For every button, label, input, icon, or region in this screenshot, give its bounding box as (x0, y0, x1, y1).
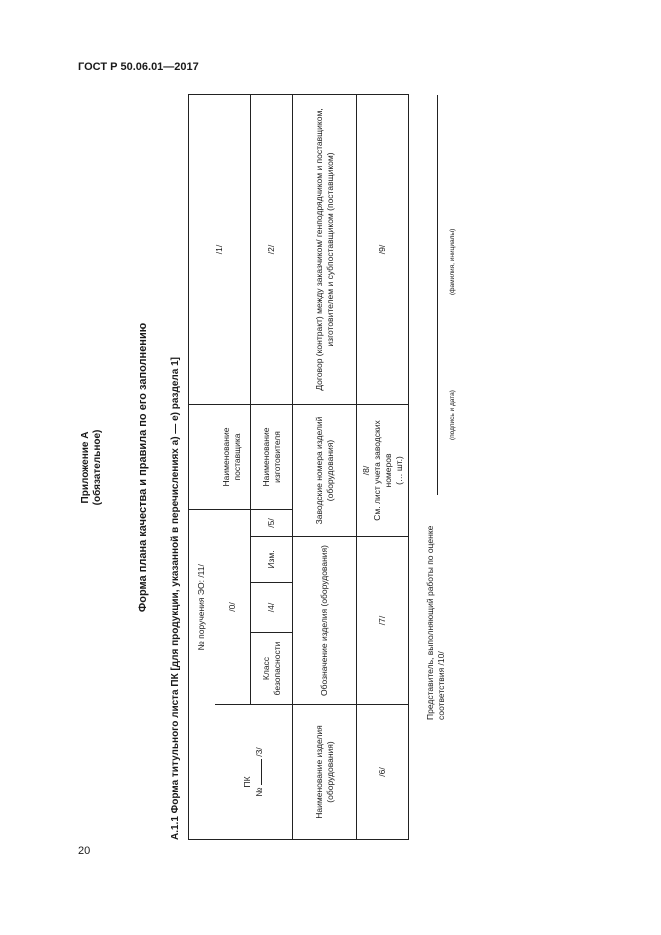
code-9-cell: /9/ (357, 95, 409, 405)
safety-class-cell: Класс безопасности (251, 633, 293, 705)
code-1-cell: /1/ (189, 95, 251, 405)
table-row (189, 95, 215, 840)
representative-line-2: соответствия /10/ (436, 651, 446, 720)
revision-cell: Изм. (251, 537, 293, 583)
page-number: 20 (78, 845, 91, 857)
appendix-heading (80, 0, 104, 935)
section-title: А.1.1 Форма титульного листа ПК [для продукции, указанной в перечислениях а) — е) раздела 1] (170, 356, 181, 840)
table-row (293, 95, 357, 840)
pk-no-label: № (253, 787, 264, 797)
code-6-cell: /6/ (357, 705, 409, 840)
table-row (357, 95, 409, 840)
pk-number-blank (253, 759, 262, 785)
supplier-name-cell: Наименование поставщика (215, 405, 251, 510)
order-number-cell: № поручения ЭО: /11/ (189, 510, 215, 705)
code-2-cell: /2/ (251, 95, 293, 405)
contract-cell: Договор (контракт) между заказчиком/ генподрядчиком и поставщиком, изготовителем и субпоставщиком (поставщиком) (293, 95, 357, 405)
code-0-cell: /0/ (215, 510, 251, 705)
title-sheet-form-table (188, 94, 409, 840)
pk-number-cell (215, 705, 293, 840)
code-8: /8/ (360, 465, 371, 476)
see-sheet-text: См. лист учета заводских номеров (371, 420, 393, 521)
code-7-cell: /7/ (357, 537, 409, 705)
cell-blank (189, 705, 215, 840)
signature-line (437, 95, 438, 495)
serial-numbers-cell: Заводские номера изделий (оборудования) (293, 405, 357, 537)
form-title: Форма плана качества и правила по его заполнению (137, 322, 149, 613)
appendix-status: (обязательное) (92, 429, 103, 506)
code-4-cell: /4/ (251, 583, 293, 633)
product-name-cell: Наименование изделия (оборудования) (293, 705, 357, 840)
pieces-count: (… шт.) (393, 456, 404, 485)
representative-label (425, 526, 447, 720)
pk-code: /3/ (253, 747, 264, 757)
pk-number-line (253, 708, 265, 836)
name-initials-caption: (фамилия, инициалы) (449, 228, 456, 295)
manufacturer-name-cell: Наименование изготовителя (251, 405, 293, 510)
cell-blank (189, 405, 215, 510)
appendix-title: Приложение А (80, 431, 91, 504)
code-5-cell: /5/ (251, 510, 293, 537)
serial-sheet-cell (357, 405, 409, 537)
sign-date-caption: (подпись и дата) (449, 390, 456, 440)
product-designation-cell: Обозначение изделия (оборудования) (293, 537, 357, 705)
pk-label: ПК (241, 776, 252, 788)
document-header: ГОСТ Р 50.06.01—2017 (78, 61, 199, 73)
representative-line-1: Представитель, выполняющий работы по оценке (425, 525, 435, 720)
